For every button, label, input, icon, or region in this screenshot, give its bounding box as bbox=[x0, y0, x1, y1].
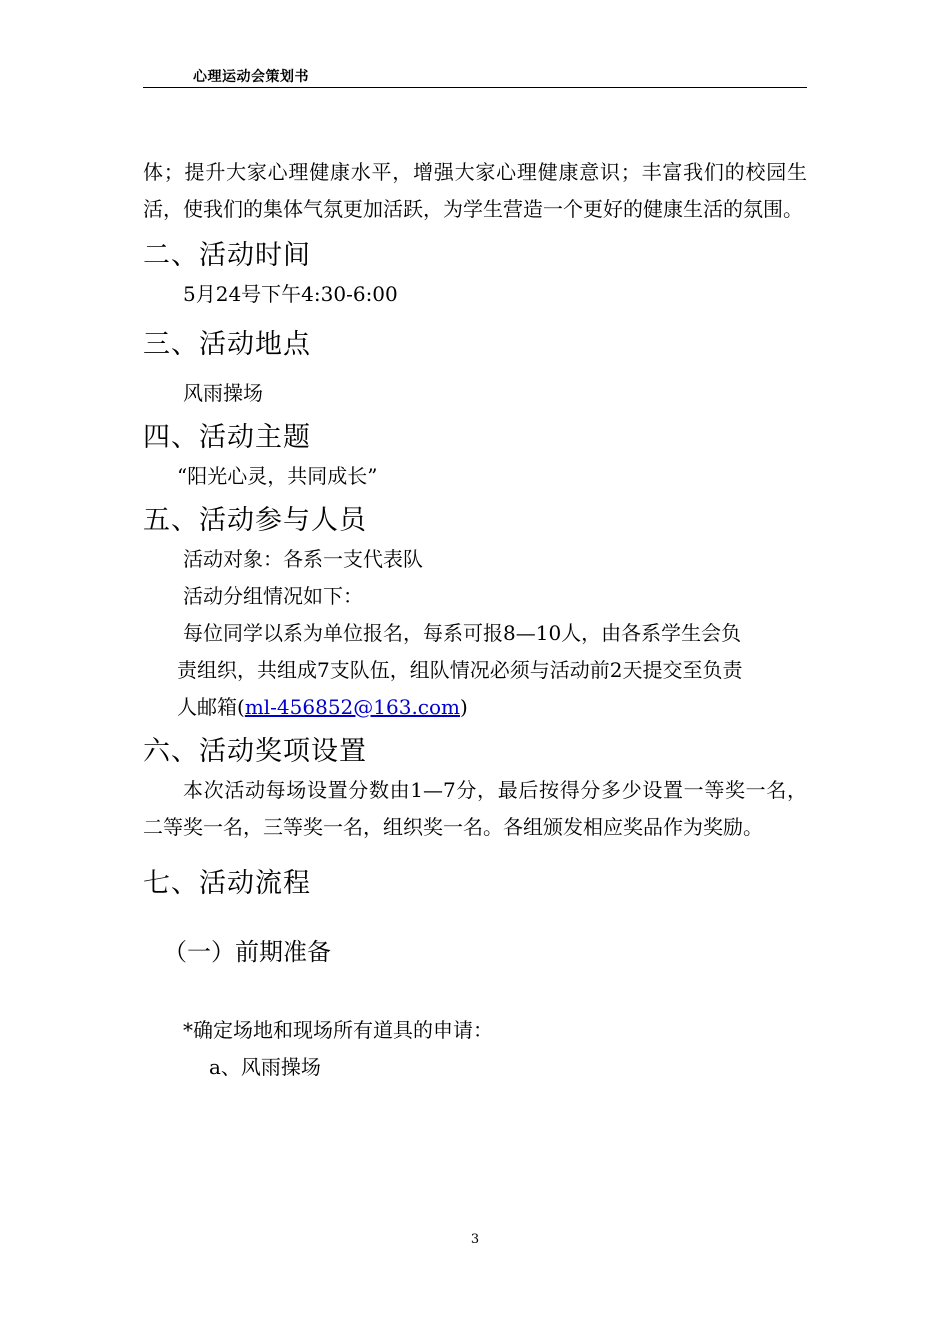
participants-grouping-intro: 活动分组情况如下： bbox=[183, 584, 363, 608]
email-link[interactable]: ml-456852@163.com bbox=[244, 695, 461, 719]
participants-grouping-line2: 责组织，共组成7支队伍，组队情况必须与活动前2天提交至负责 bbox=[177, 658, 743, 682]
header-title: 心理运动会策划书 bbox=[193, 69, 309, 85]
heading-theme: 四、活动主题 bbox=[143, 422, 311, 453]
participants-target: 活动对象：各系一支代表队 bbox=[183, 547, 423, 571]
process-sub-item: a、风雨操场 bbox=[209, 1055, 321, 1079]
time-text: 5月24号下午4:30-6:00 bbox=[183, 282, 398, 306]
heading-time: 二、活动时间 bbox=[143, 240, 311, 271]
heading-process: 七、活动流程 bbox=[143, 868, 311, 899]
document-body bbox=[143, 154, 807, 1086]
heading-participants: 五、活动参与人员 bbox=[143, 505, 367, 536]
email-suffix: ) bbox=[460, 695, 468, 719]
participants-grouping-line1: 每位同学以系为单位报名，每系可报8—10人，由各系学生会负 bbox=[183, 621, 742, 645]
heading-place: 三、活动地点 bbox=[143, 329, 311, 360]
participants-grouping-line3 bbox=[143, 689, 807, 726]
place-text: 风雨操场 bbox=[183, 381, 263, 405]
page-number: 3 bbox=[470, 1232, 480, 1247]
process-item: *确定场地和现场所有道具的申请： bbox=[183, 1018, 493, 1042]
page-header bbox=[143, 64, 807, 88]
email-prefix: 人邮箱( bbox=[177, 695, 245, 719]
awards-text: 本次活动每场设置分数由1—7分，最后按得分多少设置一等奖一名，二等奖一名，三等奖一名，组织奖一名。各组颁发相应奖品作为奖励。 bbox=[143, 778, 807, 839]
heading-awards: 六、活动奖项设置 bbox=[143, 736, 367, 767]
intro-paragraph: 体；提升大家心理健康水平，增强大家心理健康意识；丰富我们的校园生活，使我们的集体气氛更加活跃，为学生营造一个更好的健康生活的氛围。 bbox=[143, 160, 807, 221]
theme-text: “阳光心灵，共同成长” bbox=[177, 464, 378, 488]
subheading-preparation: （一）前期准备 bbox=[163, 938, 331, 966]
